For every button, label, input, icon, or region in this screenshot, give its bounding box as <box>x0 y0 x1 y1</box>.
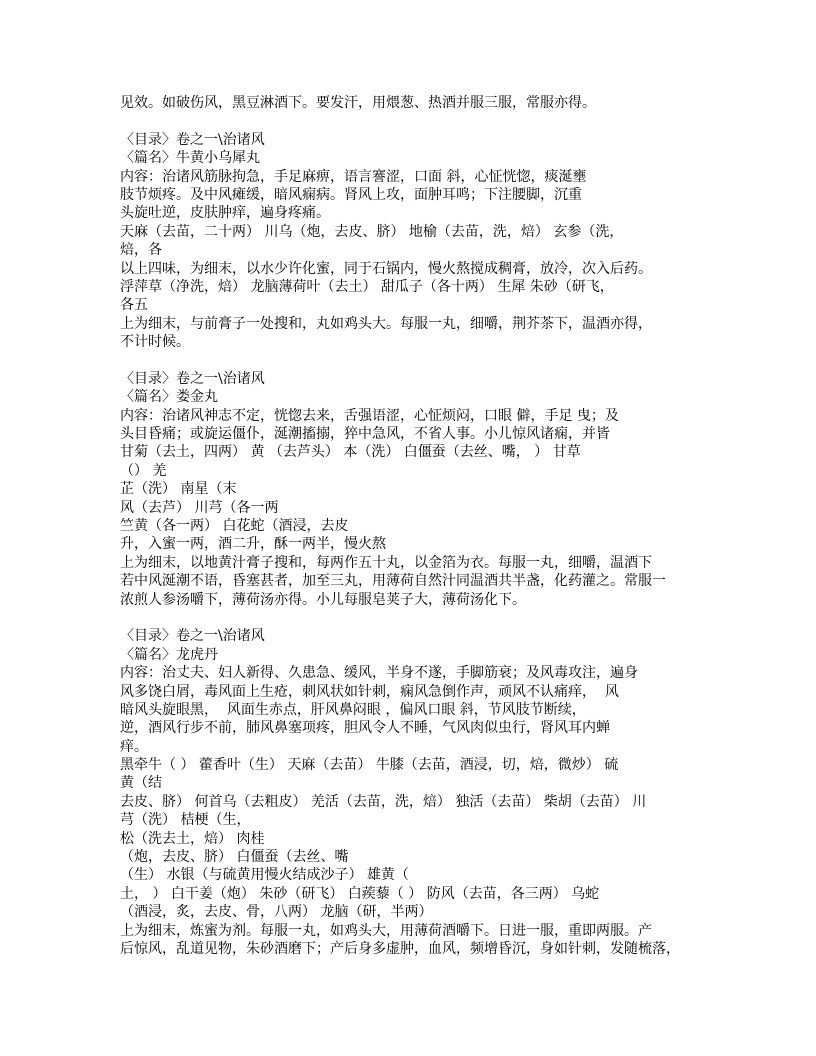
body-text-line: 芎（洗） 桔梗（生， <box>120 812 251 829</box>
body-text-line: 内容：治诸风筋脉拘急，手足麻痹，语言謇涩，口面 斜，心怔恍惚，痰涎壅 <box>120 168 587 185</box>
catalog-line: 〈目录〉卷之一\治诸风 <box>120 628 265 645</box>
body-text-line: （） 羌 <box>120 462 167 479</box>
body-text-line: 逆，酒风行步不前，肺风鼻塞项疼，胆风令人不睡，气风肉似虫行，肾风耳内蝉 <box>120 720 610 737</box>
body-text-line: 上为细末，以地黄汁膏子搜和，每两作五十丸，以金箔为衣。每服一丸，细嚼，温酒下 <box>120 554 652 571</box>
body-text-line: 后惊风，乱道见物，朱砂酒磨下；产后身多虚肿，血风，频增昏沉，身如针刺，发随梳落， <box>120 940 680 957</box>
body-text-line: 上为细末，炼蜜为剂。每服一丸，如鸡头大，用薄荷酒嚼下。日进一服，重即两服。产 <box>120 922 652 939</box>
blank-line <box>120 351 720 369</box>
section-title: 〈篇名〉娄金丸 <box>120 389 218 406</box>
body-text-line: 黑牵牛（ ） 藿香叶（生） 天麻（去苗） 牛膝（去苗，酒浸，切，焙，微炒） 硫 <box>120 757 619 774</box>
body-text-line: 肢节烦疼。及中风瘫缓，暗风痫病。肾风上攻，面肿耳鸣；下注腰脚，沉重 <box>120 186 582 203</box>
body-text-line: 痒。 <box>120 738 148 755</box>
body-text-line: 浮萍草（净洗，焙） 龙脑薄荷叶（去土） 甜瓜子（各十两） 生犀 朱砂（研飞， <box>120 278 614 295</box>
fragment-line: 见效。如破伤风，黑豆淋酒下。要发汗，用煨葱、热酒并服三服，常服亦得。 <box>120 95 596 111</box>
body-text-line: 头旋吐逆，皮肤肿痒，遍身疼痛。 <box>120 205 330 222</box>
body-text-line: 各五 <box>120 297 148 314</box>
body-text-line: 上为细末，与前膏子一处搜和，丸如鸡头大。每服一丸，细嚼，荆芥茶下，温酒亦得， <box>120 315 652 332</box>
blank-line <box>120 609 720 627</box>
catalog-line: 〈目录〉卷之一\治诸风 <box>120 370 265 387</box>
body-text-line: 不计时候。 <box>120 334 190 351</box>
section-title: 〈篇名〉龙虎丹 <box>120 646 218 663</box>
body-text-line: 芷（洗） 南星（末 <box>120 481 237 498</box>
body-text-line: 去皮、脐） 何首乌（去粗皮） 羌活（去苗，洗，焙） 独活（去苗） 柴胡（去苗） 川 <box>120 793 647 810</box>
body-text-line: 焙，各 <box>120 242 162 259</box>
body-text-line: 内容：治丈夫、妇人新得、久患急、缓风，半身不遂，手脚筋衰；及风毒攻注，遍身 <box>120 665 638 682</box>
body-text-line: （生） 水银（与硫黄用慢火结成沙子） 雄黄（ <box>120 867 409 884</box>
document-page <box>120 94 720 958</box>
body-text-line: 风多饶白屑，毒风面上生疮，刺风状如针刺，痫风急倒作声，顽风不认痛痒， 风 <box>120 683 619 700</box>
body-text-line: 黄（结 <box>120 775 162 792</box>
body-text-line: 土， ） 白干姜（炮） 朱砂（研飞） 白蒺藜（ ） 防风（去苗，各三两） 乌蛇 <box>120 885 600 902</box>
body-text-line: 头目昏痛；或旋运僵仆，涎潮搐搦，猝中急风，不省人事。小儿惊风诸痫，并皆 <box>120 426 610 443</box>
body-text-line: 升，入蜜一两，酒二升，酥一两半，慢火熬 <box>120 536 386 553</box>
body-text-line: 若中风涎潮不语，昏塞甚者，加至三丸，用薄荷自然汁同温酒共半盏，化药灌之。常服一 <box>120 573 666 590</box>
body-text-line: （炮，去皮、脐） 白僵蚕（去丝、嘴 <box>120 849 349 866</box>
body-text-line: 风（去芦） 川芎（各一两 <box>120 499 279 516</box>
body-text-line: 松（洗去土，焙） 肉桂 <box>120 830 265 847</box>
body-text-line: （酒浸，炙，去皮、骨，八两） 龙脑（研，半两） <box>120 904 433 921</box>
body-text-line: 暗风头旋眼黑， 风面生赤点，肝风鼻闷眼 ，偏风口眼 斜，节风肢节断续， <box>120 701 586 718</box>
body-text-line: 浓煎人参汤嚼下，薄荷汤亦得。小儿每服皂荚子大，薄荷汤化下。 <box>120 591 526 608</box>
catalog-line: 〈目录〉卷之一\治诸风 <box>120 131 265 148</box>
section-title: 〈篇名〉牛黄小乌犀丸 <box>120 150 260 167</box>
recipe-section <box>120 370 720 609</box>
body-text-line: 竺黄（各一两） 白花蛇（酒浸，去皮 <box>120 517 349 534</box>
body-text-line: 以上四味，为细末，以水少许化蜜，同于石锅内，慢火熬搅成稠膏，放冷，次入后药。 <box>120 260 652 277</box>
recipe-section <box>120 627 720 958</box>
body-text-line: 内容：治诸风神志不定，恍惚去来，舌强语涩，心怔烦闷，口眼 僻，手足 曳；及 <box>120 407 619 424</box>
sections-container <box>120 112 720 958</box>
body-text-line: 天麻（去苗，二十两） 川乌（炮，去皮、脐） 地榆（去苗，洗，焙） 玄参（洗， <box>120 223 624 240</box>
recipe-section <box>120 131 720 352</box>
blank-line <box>120 112 720 130</box>
body-text-line: 甘菊（去土，四两） 黄 （去芦头） 本（洗） 白僵蚕（去丝、嘴， ） 甘草 <box>120 444 581 461</box>
